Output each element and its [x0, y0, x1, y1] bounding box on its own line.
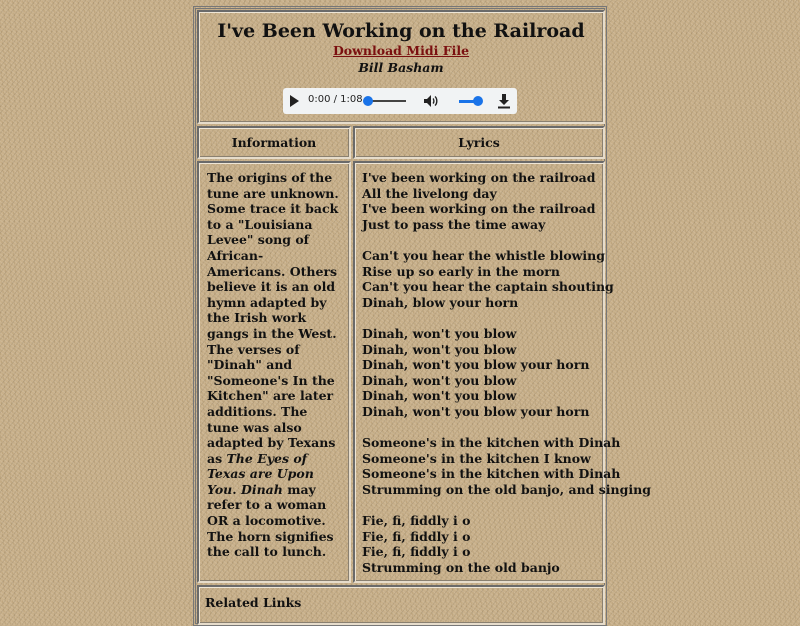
- lyric-line: Someone's in the kitchen with Dinah: [362, 435, 621, 451]
- information-text: [197, 161, 351, 583]
- lyrics-stanza: [362, 513, 596, 575]
- info-italic-2: Dinah: [240, 481, 283, 497]
- page-title: I've Been Working on the Railroad: [217, 20, 585, 42]
- download-midi-link[interactable]: Download Midi File: [332, 43, 470, 58]
- author-name: Bill Basham: [358, 60, 444, 75]
- lyric-line: I've been working on the railroad: [362, 201, 596, 217]
- lyric-line: All the livelong day: [362, 185, 497, 201]
- info-text-1: The origins of the tune are unknown. Some trace it back to a "Louisiana Levee" song of African-Americans. Others believe it is an old hymn adapted by the Irish work gangs in the West. The verses of "Dinah" and "Someone's In the Kitchen" are later additions. The tune was also adapted by Texans as: [207, 170, 339, 466]
- lyric-line: Strumming on the old banjo: [362, 559, 560, 575]
- info-italic-1: The Eyes of Texas are Upon You: [207, 450, 314, 497]
- information-header: Information: [197, 126, 351, 159]
- lyrics-stanza: [362, 435, 651, 497]
- lyric-line: Rise up so early in the morn: [362, 263, 560, 279]
- volume-handle[interactable]: [473, 96, 483, 106]
- info-text-3: may refer to a woman OR a locomotive. The horn signifies the call to lunch.: [207, 481, 334, 560]
- lyric-line: Someone's in the kitchen I know: [362, 450, 591, 466]
- lyrics-stanza: [362, 247, 614, 310]
- play-icon[interactable]: [290, 95, 299, 107]
- lyric-line: I've been working on the railroad: [362, 170, 596, 185]
- lyrics-stanza: [362, 326, 596, 420]
- download-icon[interactable]: [497, 93, 511, 109]
- audio-player: [283, 88, 517, 114]
- lyric-line: Dinah, blow your horn: [362, 294, 519, 310]
- lyric-line: Can't you hear the whistle blowing: [362, 247, 605, 263]
- lyric-line: Someone's in the kitchen with Dinah: [362, 466, 621, 482]
- lyrics-stanza: [362, 170, 596, 232]
- lyric-line: Fie, fi, fiddly i o: [362, 544, 471, 560]
- volume-icon[interactable]: [423, 94, 439, 108]
- lyric-line: Fie, fi, fiddly i o: [362, 513, 471, 529]
- related-links-label: Related Links: [205, 595, 302, 610]
- lyric-line: Dinah, won't you blow: [362, 372, 517, 388]
- seek-handle[interactable]: [363, 96, 373, 106]
- lyric-line: Dinah, won't you blow: [362, 388, 517, 404]
- lyrics-text: [353, 161, 651, 583]
- info-text-2: .: [232, 481, 241, 497]
- lyric-line: Dinah, won't you blow your horn: [362, 357, 590, 373]
- lyrics-header: Lyrics: [353, 126, 605, 159]
- lyric-line: Fie, fi, fiddly i o: [362, 528, 471, 544]
- lyric-line: Can't you hear the captain shouting: [362, 279, 614, 295]
- lyric-line: Just to pass the time away: [362, 216, 546, 232]
- lyric-line: Strumming on the old banjo, and singing: [362, 481, 651, 497]
- lyric-line: Dinah, won't you blow: [362, 325, 517, 341]
- related-links-cell: [197, 585, 605, 625]
- header-cell: [197, 10, 605, 124]
- lyric-line: Dinah, won't you blow: [362, 341, 517, 357]
- lyric-line: Dinah, won't you blow your horn: [362, 403, 590, 419]
- time-readout: 0:00 / 1:08: [308, 94, 363, 105]
- seek-track[interactable]: [368, 100, 406, 102]
